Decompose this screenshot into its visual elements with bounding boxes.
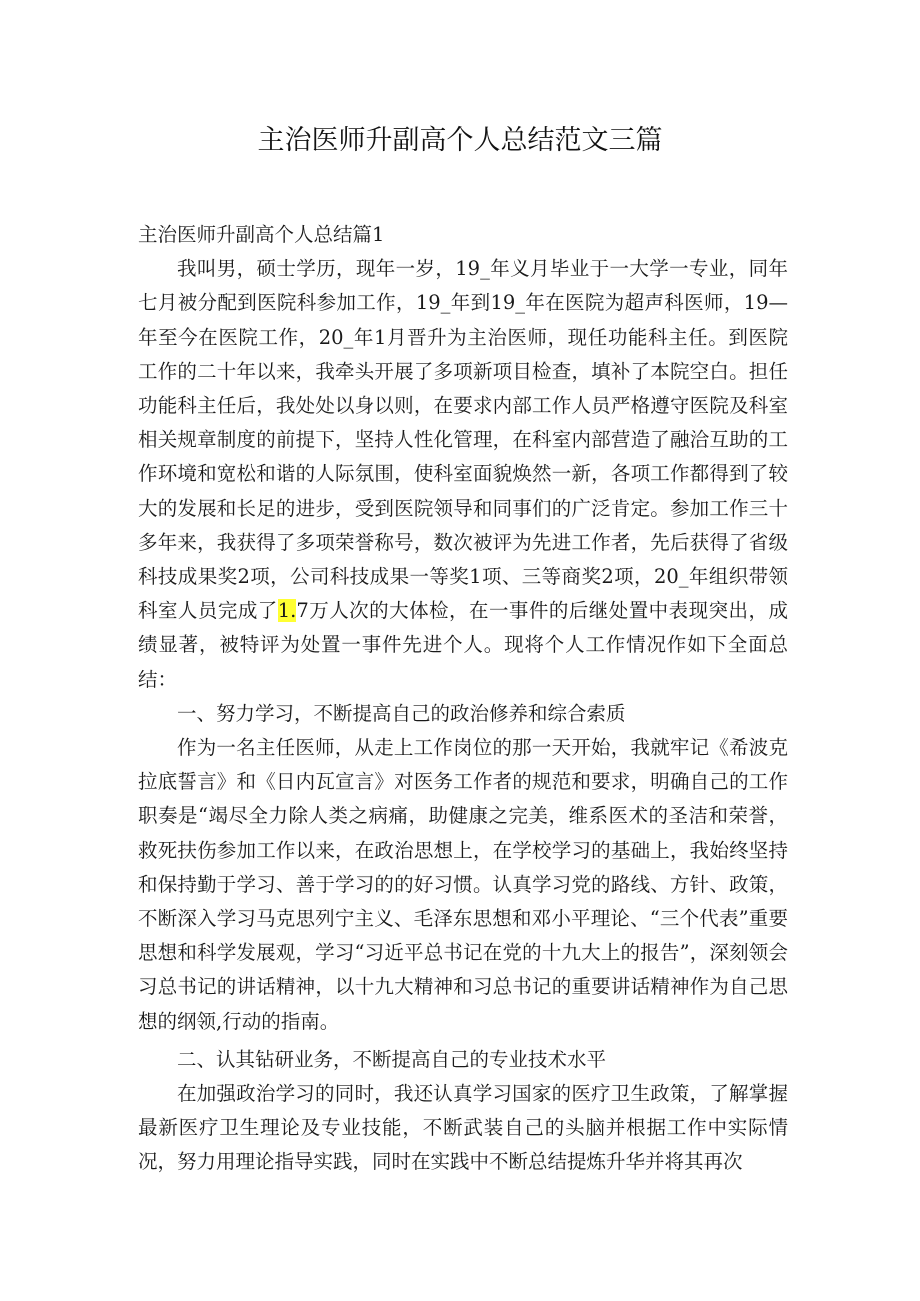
intro-text-after: 7万人次的大体检，在一事件的后继处置中表现突出，成绩显著，被特评为处置一事件先进个人。现将个人工作情况作如下全面总结： [138, 599, 788, 691]
section-2-paragraph: 在加强政治学习的同时，我还认真学习国家的医疗卫生政策，了解掌握最新医疗卫生理论及专业技能，不断武装自己的头脑并根据工作中实际情况，努力用理论指导实践，同时在实践中不断总结提炼升华并将其再次 [138, 1082, 788, 1174]
intro-paragraph [138, 252, 788, 697]
section-1-paragraph: 作为一名主任医师，从走上工作岗位的那一天开始，我就牢记《希波克拉底誓言》和《日内瓦宣言》对医务工作者的规范和要求，明确自己的工作职奏是“竭尽全力除人类之病痛，助健康之完美，维系医术的圣洁和荣誉，救死扶伤参加工作以来，在政治思想上，在学校学习的基础上，我始终坚持和保持勤于学习、善于学习的的好习惯。认真学习党的路线、方针、政策，不断深入学习马克思列宁主义、毛泽东思想和邓小平理论、“三个代表”重要思想和科学发展观，学习“习近平总书记在党的十九大上的报告”，深刻领会习总书记的讲话精神，以十九大精神和习总书记的重要讲话精神作为自己思想的纲领,行动的指南。 [138, 736, 788, 1033]
highlighted-text: 1. [277, 599, 297, 623]
section-1-heading: 一、努力学习，不断提高自己的政治修养和综合索质 [177, 701, 626, 725]
document-title: 主治医师升副高个人总结范文三篇 [257, 125, 663, 156]
section-2-heading: 二、认其钻研业务，不断提高自己的专业技术水平 [177, 1047, 607, 1071]
section-subheading: 主治医师升副高个人总结篇1 [138, 223, 385, 246]
document-body [138, 218, 788, 1180]
intro-text-before: 我叫男，硕士学历，现年一岁，19_年义月毕业于一大学一专业，同年七月被分配到医院科参加工作，19_年到19_年在医院为超声科医师，19—年至今在医院工作，20_年1月晋升为主治医师，现任功能科主任。到医院工作的二十年以来，我牵头开展了多项新项目检查，填补了本院空白。担任功能科主任后，我处处以身以则，在要求内部工作人员严格遵守医院及科室相关规章制度的前提下，坚持人性化管理，在科室内部营造了融洽互助的工作环境和宽松和谐的人际氛围，使科室面貌焕然一新，各项工作都得到了较大的发展和长足的进步，受到医院领导和同事们的广泛肯定。参加工作三十多年来，我获得了多项荣誉称号，数次被评为先进工作者，先后获得了省级科技成果奖2项，公司科技成果一等奖1项、三等商奖2项，20_年组织带领科室人员完成了 [138, 257, 788, 623]
